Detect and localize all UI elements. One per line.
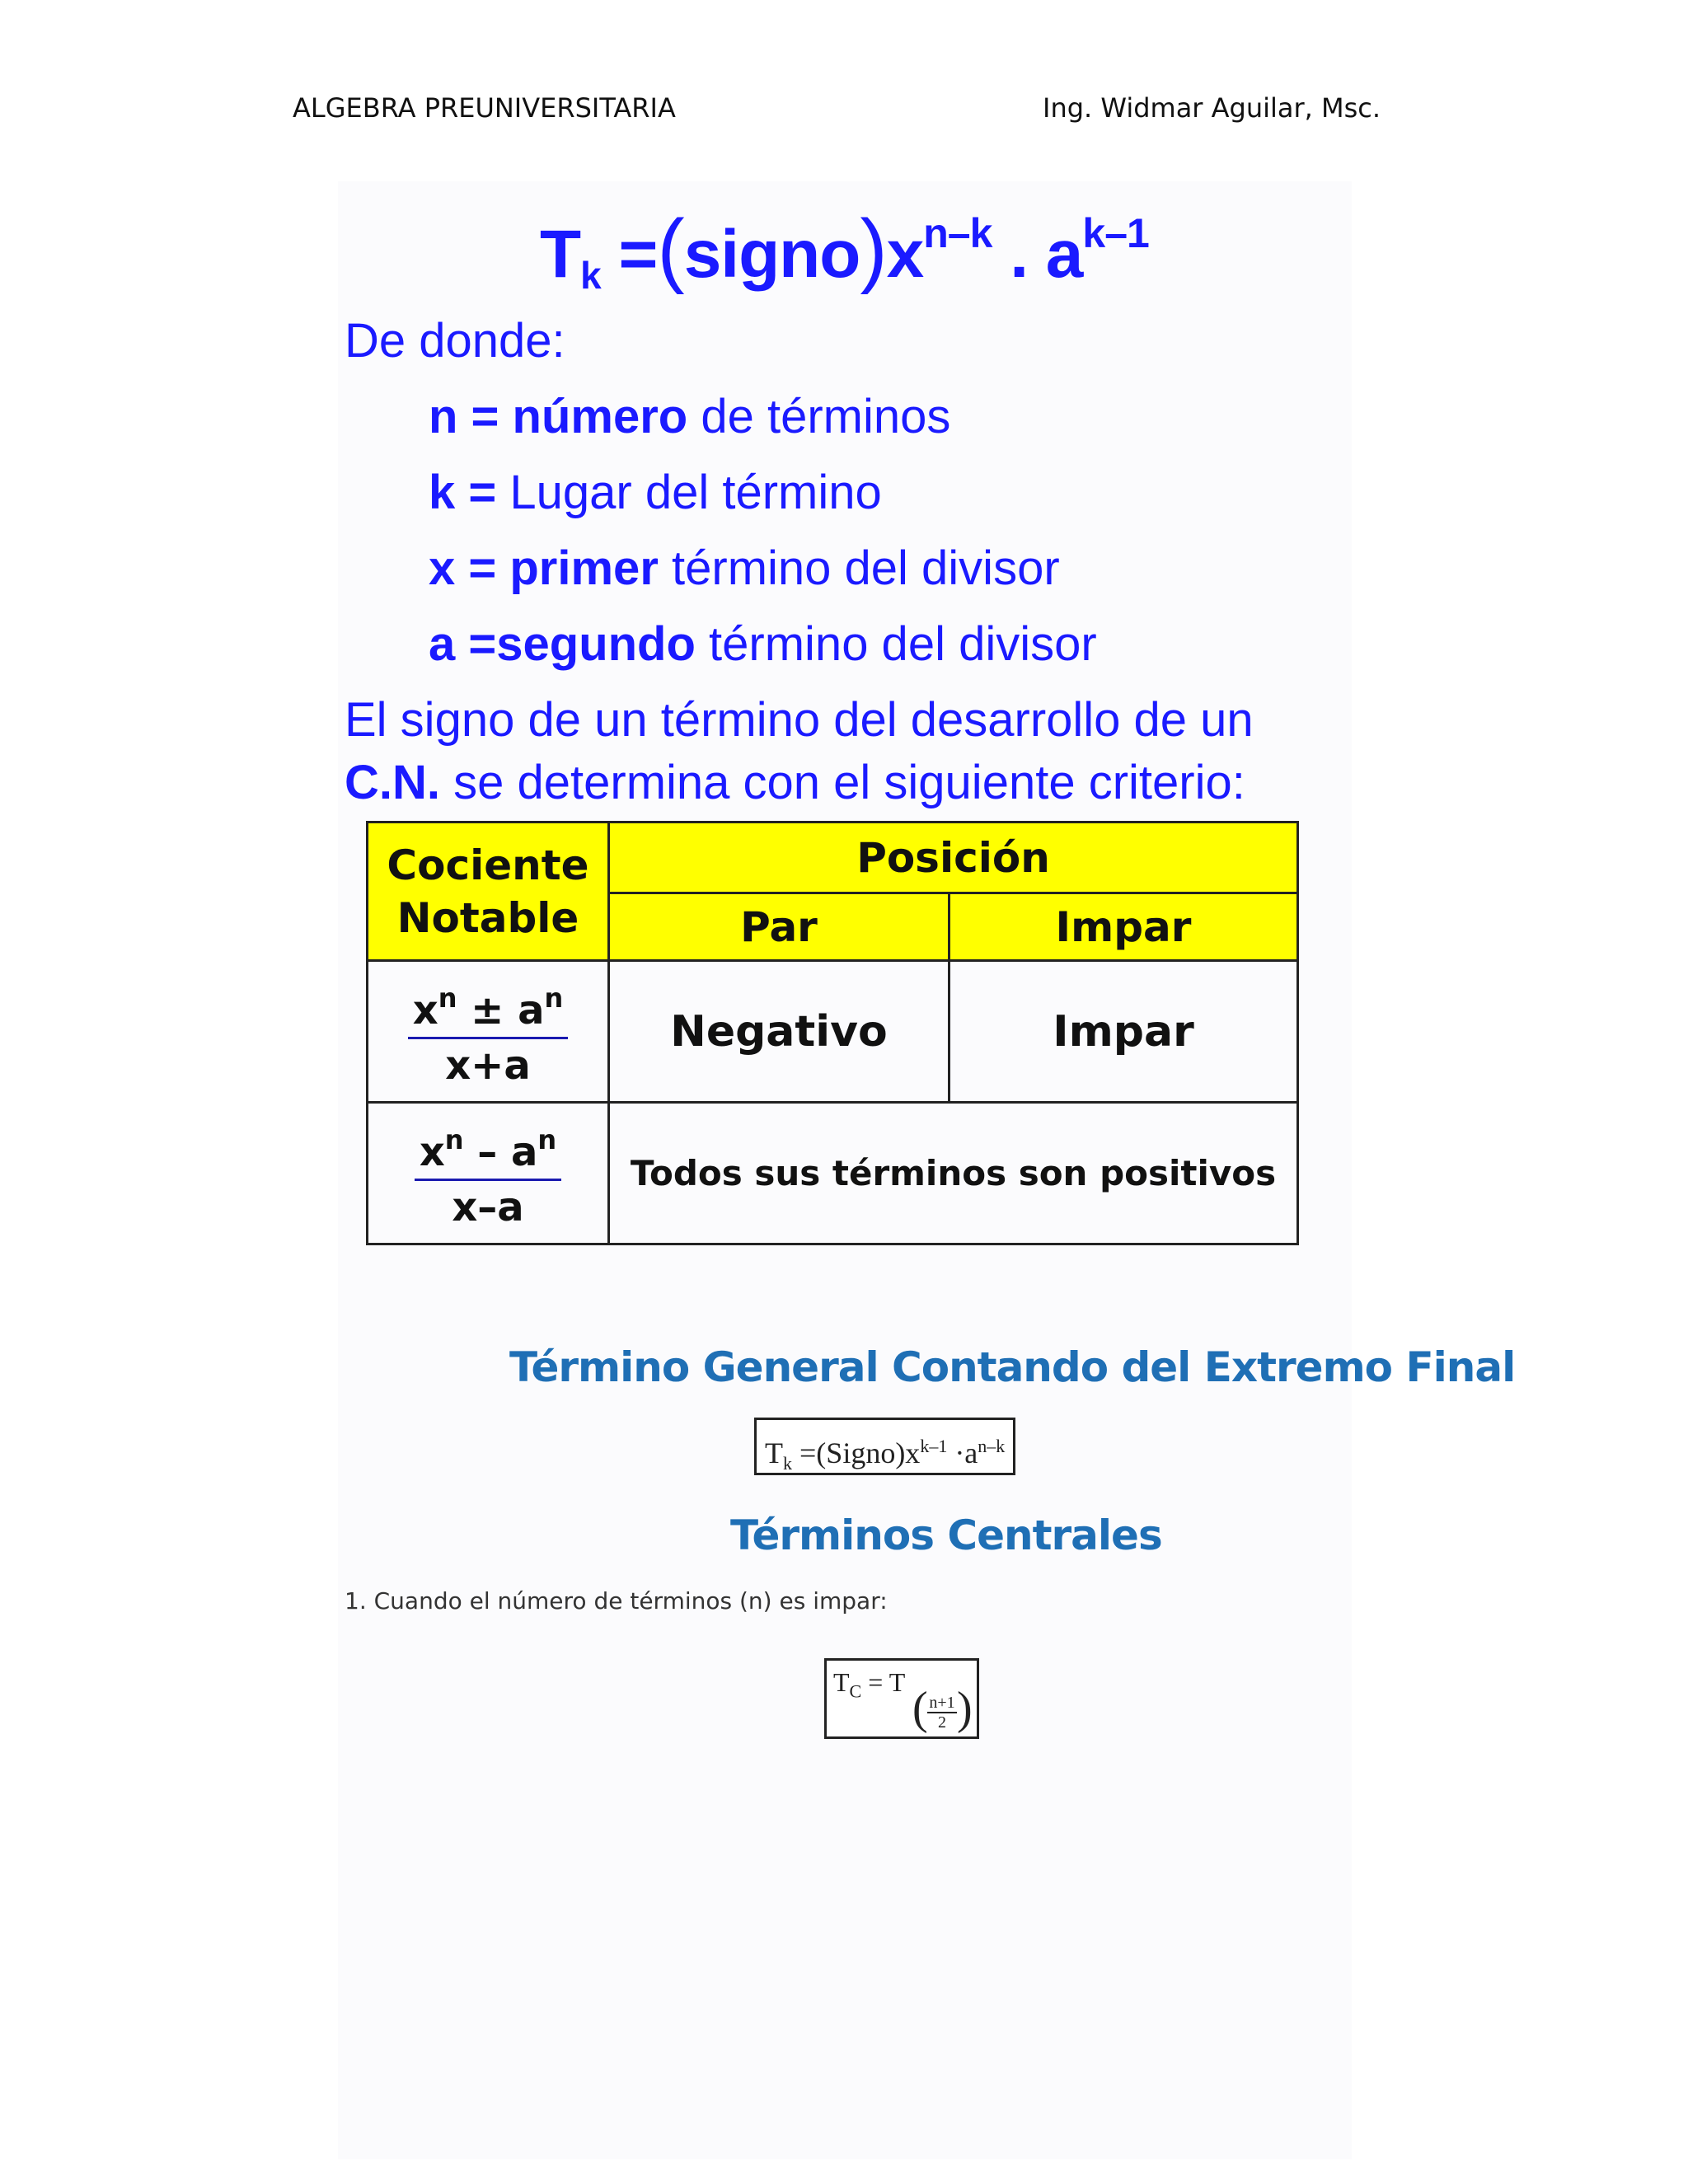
definition-a — [429, 616, 1097, 672]
f1-exp1: k–1 — [920, 1436, 948, 1456]
num-op: ± a — [457, 987, 545, 1033]
f1-exp2: n–k — [978, 1436, 1006, 1456]
definition-k-rest: Lugar del término — [509, 466, 882, 519]
formula-lhs: T — [540, 217, 581, 292]
row2-quotient — [368, 1103, 609, 1244]
formula-lhs-sub: k — [580, 254, 601, 297]
definition-a-rest: término del divisor — [709, 617, 1097, 671]
num-exp1: n — [438, 982, 457, 1014]
f2-eq: = T — [861, 1667, 906, 1697]
fraction-sum-denominator: x+a — [445, 1042, 531, 1089]
num-exp2: n — [537, 1123, 557, 1155]
paren-open: ( — [657, 203, 684, 295]
definition-n-bold: número — [512, 390, 688, 443]
fraction-diff-denominator: x–a — [452, 1183, 524, 1230]
f1-mid: =(Signo)x — [792, 1436, 921, 1469]
f2-paren-open: ( — [912, 1683, 928, 1734]
definition-x-var: x = — [429, 541, 497, 595]
f2-paren-close: ) — [957, 1683, 973, 1734]
row1-par-value: Negativo — [609, 961, 950, 1103]
criterion-rest: se determina con el siguiente criterio: — [453, 756, 1245, 809]
num-exp2: n — [544, 982, 564, 1014]
f2-lhs — [833, 1667, 905, 1702]
num-exp1: n — [444, 1123, 464, 1155]
f1-dot: ·a — [947, 1436, 978, 1469]
definitions-intro: De donde: — [345, 314, 565, 368]
row1-impar-value: Impar — [950, 961, 1298, 1103]
col-header-cociente: Cociente Notable — [368, 823, 609, 961]
f1-base: T — [765, 1436, 783, 1469]
section-title-centrales: Términos Centrales — [730, 1511, 1162, 1559]
formula-x-exp: n–k — [923, 210, 992, 256]
num-x: x — [419, 1128, 445, 1175]
f2-base: T — [833, 1667, 850, 1697]
central-terms-item1: 1. Cuando el número de términos (n) es impar: — [345, 1587, 888, 1615]
definition-x-rest: término del divisor — [672, 541, 1060, 595]
definition-k-var: k = — [429, 466, 497, 519]
definition-a-var: a = — [429, 617, 497, 671]
definition-k — [429, 465, 882, 520]
definition-a-bold: segundo — [496, 617, 696, 671]
header-right: Ing. Widmar Aguilar, Msc. — [1043, 92, 1381, 124]
row2-value: Todos sus términos son positivos — [609, 1103, 1298, 1244]
formula-dot: . — [992, 217, 1046, 292]
formula-central-term — [824, 1658, 979, 1739]
row1-quotient — [368, 961, 609, 1103]
col-header-par: Par — [609, 893, 950, 961]
num-op: – a — [463, 1128, 538, 1175]
formula-x: x — [886, 217, 924, 292]
f2-num: n+1 — [927, 1694, 957, 1713]
formula-signo: signo — [683, 217, 860, 292]
col-header-impar: Impar — [950, 893, 1298, 961]
definition-n — [429, 389, 950, 444]
fraction-diff-numerator — [415, 1113, 561, 1181]
formula-a-exp: k–1 — [1082, 210, 1149, 256]
definition-x-bold: primer — [509, 541, 659, 595]
sign-criterion-table — [366, 821, 1299, 1245]
f2-fraction — [927, 1694, 957, 1732]
criterion-line2 — [345, 755, 1245, 810]
section-title-extremo-final: Término General Contando del Extremo Final — [509, 1343, 1516, 1391]
f2-sub: C — [849, 1680, 862, 1702]
definition-x — [429, 541, 1060, 596]
num-x: x — [412, 987, 438, 1033]
formula-extremo-final — [754, 1418, 1015, 1475]
fraction-diff — [415, 1113, 561, 1234]
fraction-sum-numerator — [408, 972, 569, 1039]
main-formula — [540, 202, 1149, 298]
criterion-cn: C.N. — [345, 756, 440, 809]
f1-sub: k — [783, 1453, 792, 1474]
fraction-sum — [408, 972, 569, 1092]
criterion-line1: El signo de un término del desarrollo de un — [345, 693, 1254, 747]
formula-eq: = — [618, 217, 658, 292]
definition-n-rest: de términos — [701, 390, 951, 443]
header-left: ALGEBRA PREUNIVERSITARIA — [293, 92, 676, 124]
col-header-posicion: Posición — [609, 823, 1298, 893]
f2-den: 2 — [938, 1713, 946, 1732]
formula-a: a — [1045, 217, 1083, 292]
definition-n-var: n = — [429, 390, 499, 443]
paren-close: ) — [860, 203, 887, 295]
